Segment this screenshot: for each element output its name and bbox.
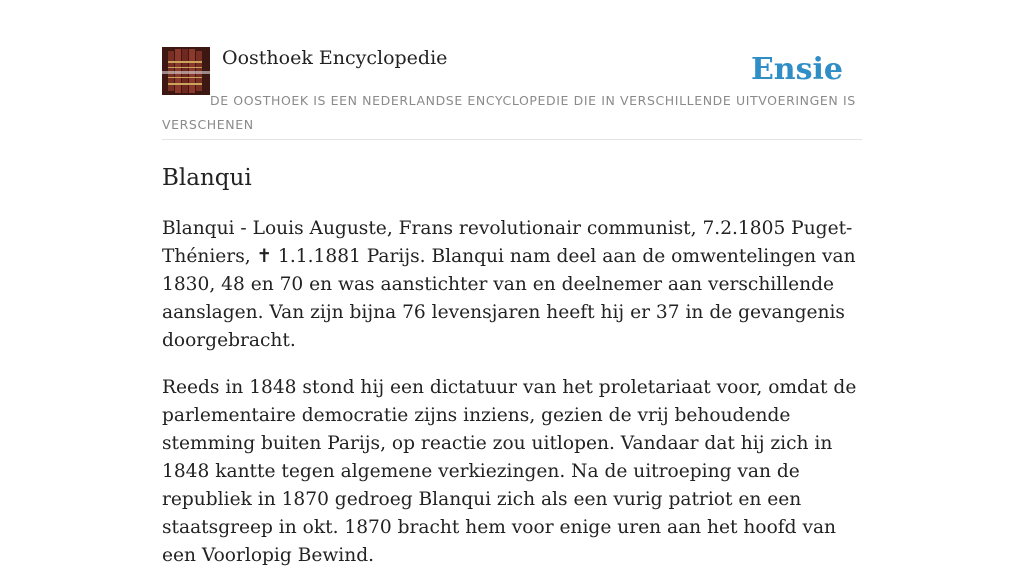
site-header	[162, 46, 862, 140]
books-illustration	[162, 47, 210, 95]
encyclopedia-books-icon[interactable]	[162, 47, 210, 95]
article-paragraph-2: Reeds in 1848 stond hij een dictatuur van het proletariaat voor, omdat de parlementaire democratie zijns inziens, gezien de vrij behoudende stemming buiten Parijs, op reactie zou uitlopen. Vandaar dat hij zich in 1848 kantte tegen algemene verkiezingen. Na de uitroeping van de republiek in 1870 gedroeg Blanqui zich als een vurig patriot en een staatsgreep in okt. 1870 bracht hem voor enige uren aan het hoofd van een Voorlopig Bewind.	[162, 377, 857, 566]
article	[162, 160, 866, 570]
brand-logo-link[interactable]: Ensie	[750, 52, 843, 87]
site-title-link[interactable]: Oosthoek Encyclopedie	[222, 47, 448, 69]
site-tagline: DE OOSTHOEK IS EEN NEDERLANDSE ENCYCLOPEDIE DIE IN VERSCHILLENDE UITVOERINGEN IS VERSCHENEN	[162, 93, 856, 132]
article-title: Blanqui	[162, 165, 252, 191]
article-paragraph-1: Blanqui - Louis Auguste, Frans revolutionair communist, 7.2.1805 Puget-Théniers, ✝ 1.1.1881 Parijs. Blanqui nam deel aan de omwentelingen van 1830, 48 en 70 en was aanstichter van en deelnemer aan verschillende aanslagen. Van zijn bijna 76 levensjaren heeft hij er 37 in de gevangenis doorgebracht.	[162, 218, 856, 351]
